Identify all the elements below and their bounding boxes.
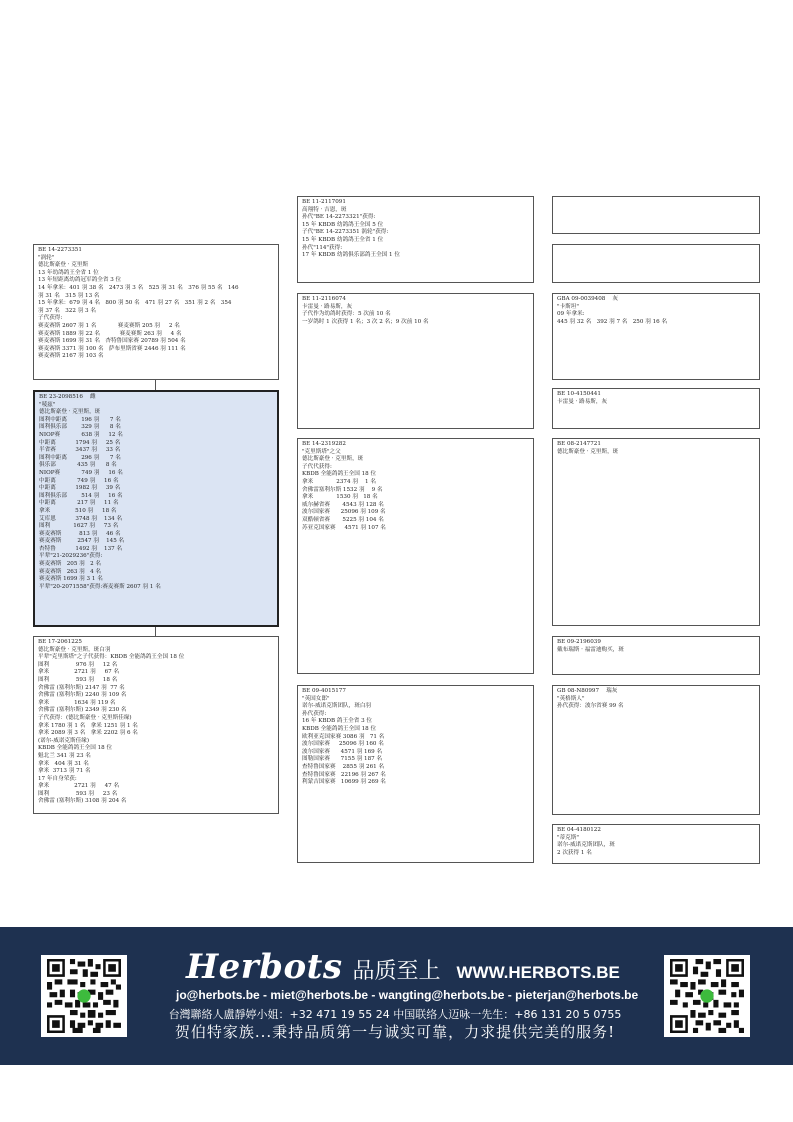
pedigree-line: 17 年自身荣获: <box>38 775 77 782</box>
pedigree-lines <box>38 639 274 806</box>
pedigree-line: BE 10-4150441 <box>557 391 601 397</box>
pedigree-line: 拿米 2089 羽 3 名 拿米 2202 羽 6 名 <box>38 730 138 737</box>
pedigree-line: 德比斯豪登 · 克里斯 <box>38 262 89 269</box>
pedigree-lines <box>302 199 529 260</box>
pedigree-line: 图利中距离 296 羽 7 名 <box>39 454 121 461</box>
pedigree-line: 德比斯豪登 · 克里斯，斑 <box>557 448 619 455</box>
pedigree-line: 波尔国家赛 25096 羽 109 名 <box>302 509 386 516</box>
pedigree-line: 赛麦赛斯 2607 羽 1 名 赛麦赛斯 205 羽 2 名 <box>38 322 180 329</box>
pedigree-line: 诺尔-威诺克斯团队，斑白羽 <box>302 703 372 710</box>
pedigree-line: 赛麦赛斯 813 羽 46 名 <box>39 530 121 537</box>
pedigree-line: 赛麦赛斯 263 羽 4 名 <box>39 568 102 575</box>
pedigree-line: 平辈"克里斯塔"之子代获得：KBDB 全能鸽鸽王全国 18 位 <box>38 654 185 661</box>
pedigree-line: 15 年 KBDB 幼鸽鸽王全国 5 位 <box>302 221 384 228</box>
sire-sire-card <box>297 196 534 283</box>
brand-slogan-cn: 品质至上 <box>352 959 441 984</box>
pedigree-line: 平辈"21-2029236"获得: <box>39 553 103 560</box>
pedigree-line: 查特鲁国家赛 22196 羽 267 名 <box>302 771 386 778</box>
pedigree-lines <box>557 441 755 456</box>
pedigree-line: BE 23-2098516 雌 <box>39 394 96 400</box>
pedigree-line: 中距离 749 羽 16 名 <box>39 477 119 484</box>
pedigree-line: 查特鲁国家赛 2855 羽 261 名 <box>302 763 385 770</box>
pedigree-line: 波尔国家赛 4571 羽 169 名 <box>302 748 383 755</box>
family-slogan: 贺伯特家族...秉持品质第一与诚实可靠，力求提供完美的服务! <box>174 1023 616 1041</box>
pedigree-line: 13 年短距离幼鸽冠军鸽全省 3 位 <box>38 277 122 284</box>
pedigree-line: 赛麦赛斯 3371 羽 100 名 萨布里斯省赛 2446 羽 111 名 <box>38 345 186 352</box>
pedigree-line: 445 羽 32 名 392 羽 7 名 250 羽 16 名 <box>557 318 668 325</box>
pedigree-line: 中距离 217 羽 11 名 <box>39 500 119 507</box>
pedigree-lines <box>557 827 755 857</box>
pedigree-line: 羽 31 名 315 羽 13 名 <box>38 292 100 299</box>
pedigree-line: 孙代获得：波尔省赛 99 名 <box>557 703 624 710</box>
pedigree-line: 艾库恩 3748 羽 134 名 <box>39 515 123 522</box>
qr-code-left[interactable] <box>41 955 127 1037</box>
pedigree-line: 15 年拿米：679 羽 4 名 800 羽 50 名 471 羽 27 名 351 羽 2 名 354 <box>38 300 232 307</box>
pedigree-line: 图利 593 羽 23 名 <box>38 790 118 797</box>
pedigree-line: 子代"BE 14-2273351 涡轮"获得: <box>302 229 389 236</box>
pedigree-line: 拿米 3713 羽 71 名 <box>38 768 91 775</box>
pedigree-line: KBDB 全能鸽鸽王全国 18 位 <box>302 471 377 478</box>
pedigree-line: BE 08-2147721 <box>557 441 601 447</box>
pedigree-line: "克里斯塔"之父 <box>302 448 341 455</box>
pedigree-line: BE 09-4015177 <box>302 688 346 694</box>
pedigree-line: 图利俱乐部 329 羽 8 名 <box>39 424 121 431</box>
pedigree-line: 利蒙吉国家赛 10699 羽 269 名 <box>302 779 386 786</box>
pedigree-line: 孙代"BE 14-2273321"获得: <box>302 214 376 221</box>
pedigree-line: GBA 09-0039408 灰 <box>557 296 619 302</box>
pedigree-line: 德比斯豪登 · 克里斯，斑 <box>302 456 364 463</box>
dam-card <box>33 636 279 814</box>
pedigree-line: BE 14-2273351 <box>38 247 82 253</box>
pedigree-line: 拿米 2374 羽 1 名 <box>302 478 376 485</box>
contact-phones: 台灣聯絡人盧靜婷小姐：+32 471 19 55 24 中国联络人迈咏一先生：+86 131 20 5 0755 <box>168 1008 622 1021</box>
connector <box>155 380 156 390</box>
pedigree-lines <box>557 296 755 326</box>
pedigree-line: 卡雷曼 · 路易斯，灰 <box>302 303 353 310</box>
pedigree-line: 德比斯豪登 · 克里斯，斑白羽 <box>38 646 111 653</box>
pedigree-line: 魁北兰 341 羽 23 名 <box>38 752 91 759</box>
pedigree-line: "涡轮" <box>38 254 55 261</box>
pedigree-line: 赛麦赛斯 1889 羽 22 名 赛麦赛斯 263 羽 4 名 <box>38 330 182 337</box>
pedigree-line: "卡斯坦" <box>557 303 579 310</box>
pedigree-lines <box>557 639 755 654</box>
pedigree-line: 孙代"114"获得: <box>302 244 343 251</box>
qr-code-right[interactable] <box>664 955 750 1037</box>
pedigree-line: 图利 1627 羽 73 名 <box>39 523 119 530</box>
pedigree-line: 舍佛雷 (塞利尔斯) 2147 羽 77 名 <box>38 684 125 691</box>
pedigree-line: 卡雷曼 · 路易斯，灰 <box>557 398 608 405</box>
herbots-logo: Herbots <box>186 947 343 987</box>
pedigree-lines <box>302 688 529 787</box>
ggp-card-6 <box>552 636 760 675</box>
pedigree-line: 戴布瑞斯 · 福雷迪购买，斑 <box>557 646 624 653</box>
pedigree-line: 中距离 1982 羽 39 名 <box>39 485 121 492</box>
pedigree-line: 高翔特 · 吉恩，斑 <box>302 206 347 213</box>
pedigree-line: 赛麦赛斯 2167 羽 103 名 <box>38 353 104 360</box>
pedigree-line: KBDB 全能鸽鸽王全国 18 位 <box>38 745 113 752</box>
pedigree-line: 舍佛雷 (塞利尔斯) 2349 羽 230 名 <box>38 707 127 714</box>
pedigree-line: (诺尔-威诺克斯佳缘) <box>38 737 90 744</box>
brand-row <box>186 947 620 987</box>
sire-card <box>33 244 279 380</box>
subject-pigeon-card <box>33 390 279 627</box>
pedigree-line: 赛麦赛斯 2547 羽 145 名 <box>39 538 125 545</box>
pedigree-line: 赛麦赛斯 205 羽 2 名 <box>39 561 102 568</box>
ggp-card-7 <box>552 685 760 815</box>
pedigree-line: 图利俱乐部 514 羽 16 名 <box>39 492 123 499</box>
pedigree-line: 平辈"20-2071558"获得:赛麦赛斯 2607 羽 1 名 <box>39 583 161 590</box>
pedigree-line: KBDB 全能鸽鸽王全国 18 位 <box>302 725 377 732</box>
pedigree-line: 子代获得：(德比斯豪登 · 克里斯佳缘) <box>38 714 132 721</box>
dam-sire-card <box>297 438 534 674</box>
pedigree-line: 半省赛 3437 羽 33 名 <box>39 447 121 454</box>
pedigree-line: NIOP赛 638 羽 12 名 <box>39 431 123 438</box>
pedigree-line: 威尔赫省赛 4543 羽 128 名 <box>302 501 384 508</box>
pedigree-line: 拿米 1634 羽 119 名 <box>38 699 116 706</box>
ggp-card-8 <box>552 824 760 864</box>
pedigree-line: BE 09-2196039 <box>557 639 601 645</box>
pedigree-line: 俱乐部 435 羽 8 名 <box>39 462 117 469</box>
pedigree-line: 欧利亚克国家赛 3086 羽 71 名 <box>302 733 385 740</box>
pedigree-line: GB 08-N80997 瑞灰 <box>557 688 618 694</box>
ggp-card-5 <box>552 438 760 626</box>
pedigree-lines <box>557 688 755 711</box>
pedigree-line: 拿米 2721 羽 47 名 <box>38 783 120 790</box>
pedigree-line: 子代获得: <box>38 315 63 322</box>
pedigree-line: 拿米 1530 羽 18 名 <box>302 494 378 501</box>
pedigree-line: 中距离 1794 羽 25 名 <box>39 439 121 446</box>
pedigree-line: 17 年 KBDB 幼鸽俱乐部鸽王全国 1 位 <box>302 252 400 259</box>
pedigree-line: 图利 976 羽 12 名 <box>38 661 118 668</box>
pedigree-line: 苏亚克国家赛 4571 羽 107 名 <box>302 524 386 531</box>
pedigree-line: BE 04-4180122 <box>557 827 601 833</box>
pedigree-line: 杏特鲁 1492 羽 137 名 <box>39 545 123 552</box>
connector <box>155 627 156 636</box>
pedigree-lines <box>302 441 529 532</box>
pedigree-lines <box>302 296 529 326</box>
pedigree-line: "英格斯人" <box>557 695 585 702</box>
pedigree-line: 舍佛雷塞利尔斯 1532 羽 9 名 <box>302 486 383 493</box>
pedigree-line: 图利 593 羽 18 名 <box>38 676 118 683</box>
ggp-card-1 <box>552 196 760 234</box>
qr-code-icon <box>668 959 746 1033</box>
pedigree-line: 子代代获得: <box>302 463 332 470</box>
pedigree-line: 孙代获得: <box>302 710 327 717</box>
pedigree-line: 图勒国家赛 7155 羽 187 名 <box>302 756 383 763</box>
pedigree-line: 2 次获得 1 名 <box>557 849 592 856</box>
pedigree-line: 德比斯豪登 · 克里斯，斑 <box>39 409 101 416</box>
pedigree-line: "唛兹" <box>39 401 56 408</box>
pedigree-line: 羽 37 名 322 羽 3 名 <box>38 307 96 314</box>
ggp-card-2 <box>552 244 760 283</box>
sire-dam-card <box>297 293 534 429</box>
pedigree-line: 波尔国家赛 25096 羽 160 名 <box>302 741 384 748</box>
pedigree-line: BE 11-2117091 <box>302 199 346 205</box>
pedigree-line: BE 17-2061225 <box>38 639 82 645</box>
pedigree-line: "蒂克斯" <box>557 834 579 841</box>
pedigree-line: 09 年拿米: <box>557 311 585 318</box>
pedigree-line: 图利中距离 196 羽 7 名 <box>39 416 121 423</box>
pedigree-line: NIOP赛 749 羽 16 名 <box>39 469 123 476</box>
pedigree-line: 拿米 404 羽 31 名 <box>38 760 89 767</box>
footer-banner <box>0 927 793 1065</box>
pedigree-line: 诺尔-威诺克斯团队，斑 <box>557 842 615 849</box>
email-addresses[interactable]: jo@herbots.be - miet@herbots.be - wangting@herbots.be - pieterjan@herbots.be <box>176 988 639 1002</box>
pedigree-line: BE 11-2116074 <box>302 296 346 302</box>
pedigree-line: 子代作为幼鸽时获得：5 次前 10 名 <box>302 311 391 318</box>
pedigree-line: "英国女郎" <box>302 695 330 702</box>
pedigree-line: 15 年 KBDB 幼鸽鸽王全省 1 位 <box>302 236 384 243</box>
pedigree-line: 拿米 510 羽 18 名 <box>39 507 117 514</box>
pedigree-lines <box>557 391 755 406</box>
pedigree-line: 一岁鸽时 1 次获得 1 名；3 次 2 名；9 次前 10 名 <box>302 318 429 325</box>
pedigree-line: 13 年幼鸽鸽王全省 1 位 <box>38 269 99 276</box>
dam-dam-card <box>297 685 534 863</box>
pedigree-line: 赛麦赛斯 1699 羽 31 名 杏特鲁国家赛 20789 羽 504 名 <box>38 338 186 345</box>
pedigree-line: 拿米 1780 羽 1 名 拿米 1251 羽 1 名 <box>38 722 138 729</box>
pedigree-line: 拿米 2721 羽 67 名 <box>38 669 120 676</box>
pedigree-line: 赛麦赛斯 1699 羽 3 1 名 <box>39 576 103 583</box>
pedigree-line: 14 年拿米：401 羽 38 名 2473 羽 3 名 525 羽 31 名 376 羽 55 名 146 <box>38 284 239 291</box>
website-link[interactable]: WWW.HERBOTS.BE <box>456 963 620 982</box>
pedigree-line: 双酷顿省赛 5225 羽 104 名 <box>302 516 384 523</box>
qr-code-icon <box>45 959 123 1033</box>
ggp-card-4 <box>552 388 760 429</box>
pedigree-line: 16 年 KBDB 鸽王全省 3 位 <box>302 718 373 725</box>
pedigree-line: 舍佛雷 (塞利尔斯) 3108 羽 204 名 <box>38 798 127 805</box>
pedigree-lines <box>39 394 273 591</box>
pedigree-lines <box>38 247 274 361</box>
pedigree-line: 舍佛雷 (塞利尔斯) 2240 羽 109 名 <box>38 692 127 699</box>
pedigree-line: BE 14-2319282 <box>302 441 346 447</box>
ggp-card-3 <box>552 293 760 380</box>
